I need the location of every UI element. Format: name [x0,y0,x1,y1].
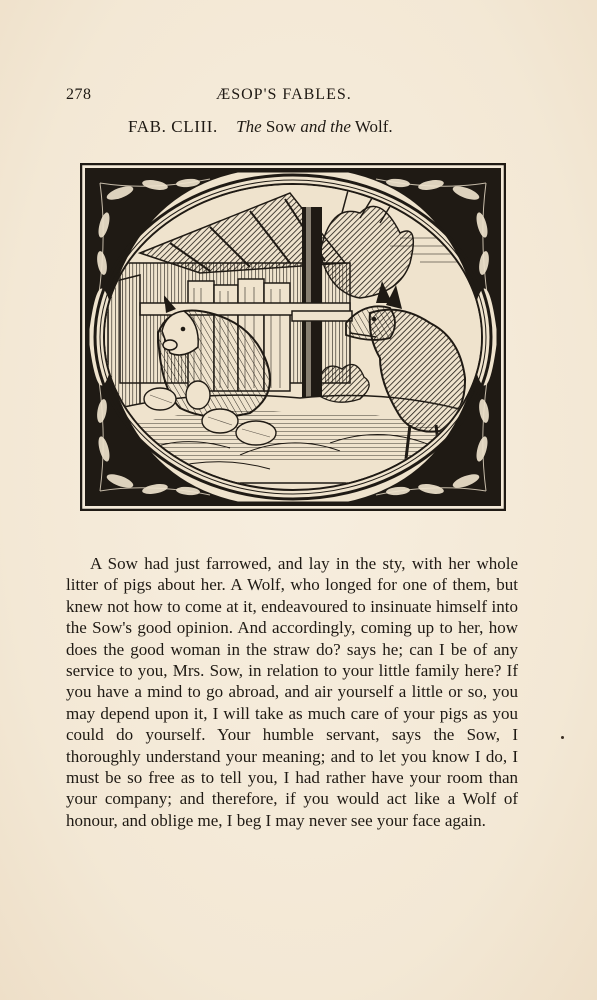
fable-title-sow: Sow [265,117,297,136]
woodcut-illustration [80,163,506,511]
margin-ink-speck [561,736,564,739]
fable-body-text: A Sow had just farrowed, and lay in the sty, with her whole litter of pigs about her. A Wolf, who longed for one of them, but knew not how to come at it, endeavoured to insinuate himself into the Sow's good opinion. And accordingly, coming up to her, how does the good woman in the straw do? says he; can I be of any service to you, Mrs. Sow, in relation to your little family here? If you have a mind to go abroad, and air yourself a little or so, you may depend upon it, I will take as much care of your pigs as you could do yourself. Your humble servant, says the Sow, I thoroughly understand your meaning; and to let you know I do, I must be so free as to tell you, I had rather have your room than your company; and therefore, if you would act like a Wolf of honour, and oblige me, I beg I may never see your face again. [66,554,518,830]
fable-number: FAB. CLIII. [128,117,218,136]
fable-heading [128,117,393,137]
fable-title-the: The [236,117,262,136]
running-head [66,86,518,106]
fable-title-and: and [300,117,326,136]
running-title: ÆSOP'S FABLES. [216,86,352,103]
fable-title-the-2: the [330,117,351,136]
fable-title-wolf: Wolf. [354,117,393,136]
page-number: 278 [66,86,92,103]
